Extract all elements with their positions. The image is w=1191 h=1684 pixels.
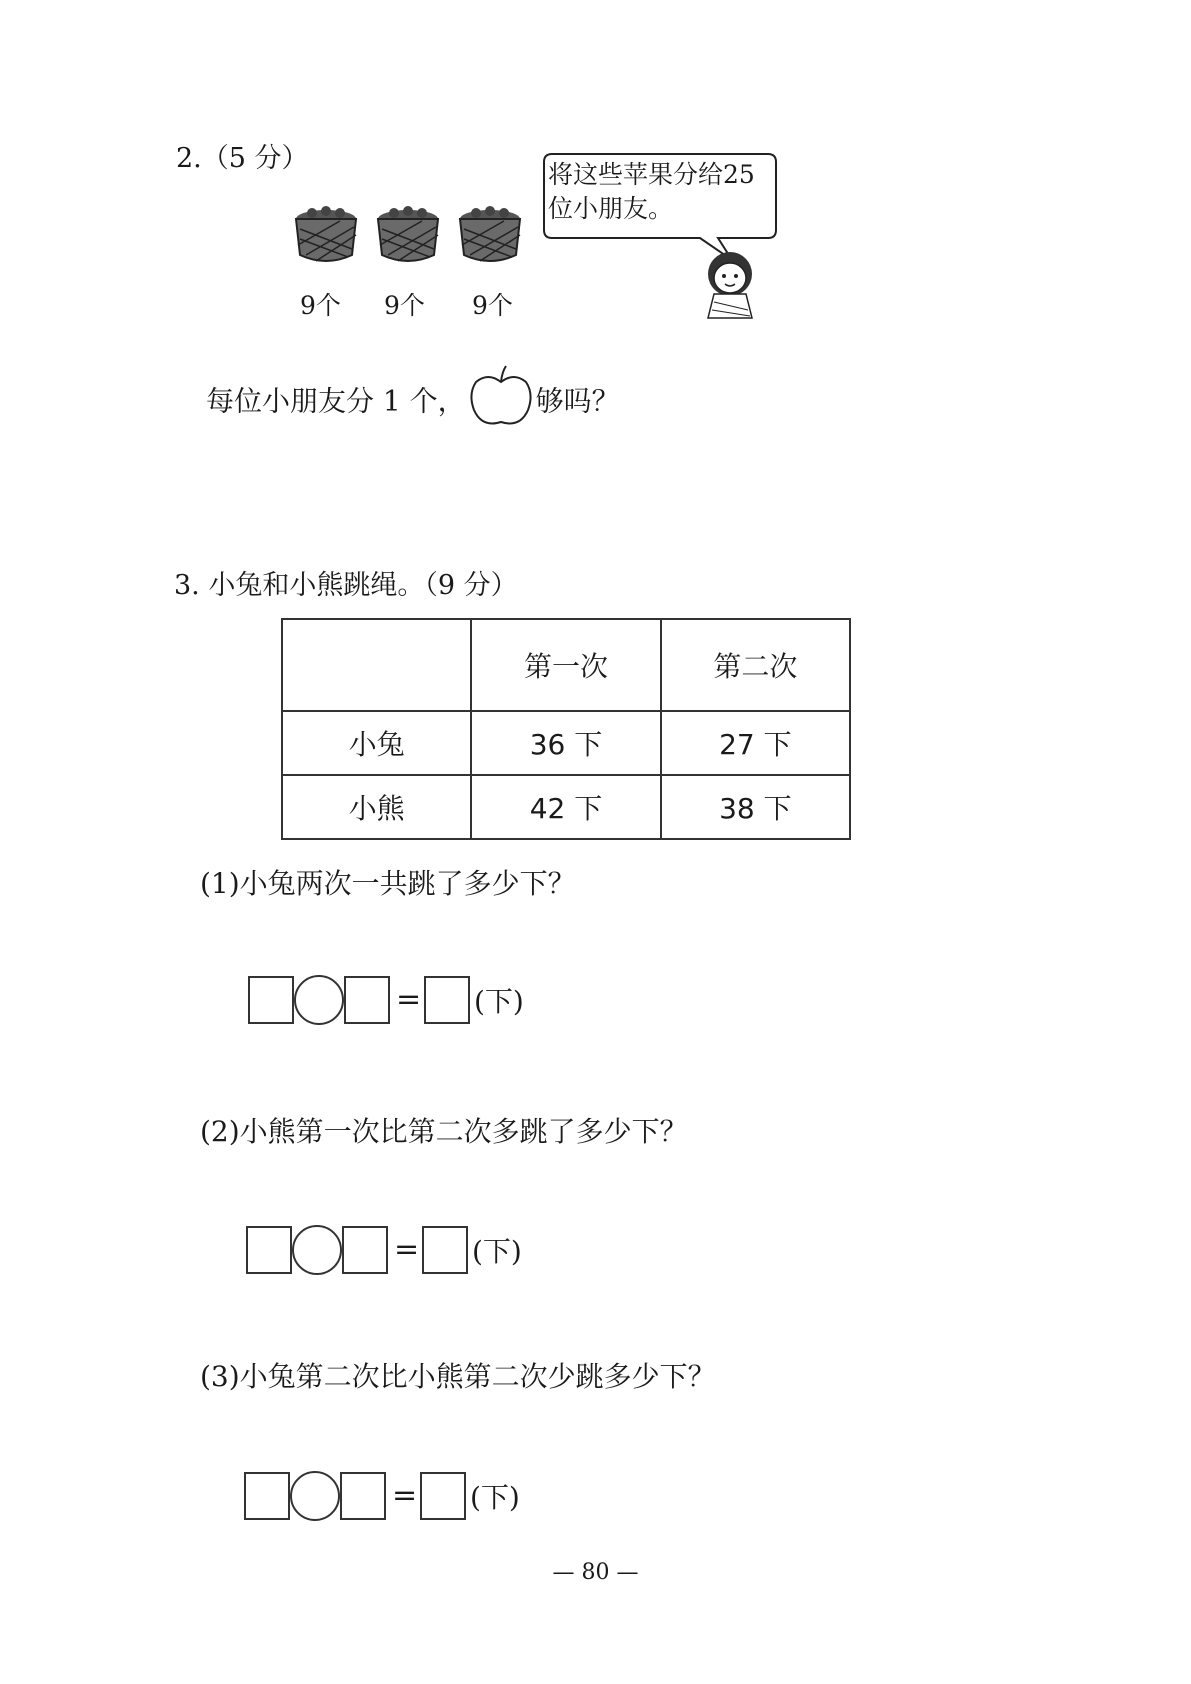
operator-circle[interactable] <box>294 975 344 1025</box>
table-cell: 42 下 <box>471 775 660 839</box>
speech-bubble-text: 将这些苹果分给25位小朋友。 <box>548 160 755 223</box>
basket-count-3: 9个 <box>472 291 513 320</box>
basket-icon <box>460 206 520 261</box>
q2-title: 2.（5 分） <box>176 143 309 174</box>
table-cell: 小熊 <box>282 775 471 839</box>
basket-icon <box>296 206 356 261</box>
table-header-cell: 第一次 <box>471 619 660 711</box>
unit-label: (下) <box>470 1481 520 1514</box>
answer-box[interactable] <box>246 1226 292 1274</box>
unit-label: (下) <box>474 985 524 1018</box>
answer-box[interactable] <box>340 1472 386 1520</box>
table-row <box>282 775 850 839</box>
equation-2 <box>246 1226 546 1276</box>
apple-icon <box>466 372 536 434</box>
basket-count-2: 9个 <box>384 291 425 320</box>
answer-box[interactable] <box>248 976 294 1024</box>
unit-label: (下) <box>472 1235 522 1268</box>
basket-count-1: 9个 <box>300 291 341 320</box>
table-cell: 36 下 <box>471 711 660 775</box>
equation-1 <box>248 976 548 1026</box>
equation-3 <box>244 1472 544 1522</box>
answer-box[interactable] <box>424 976 470 1024</box>
basket-icon <box>378 206 438 261</box>
answer-box[interactable] <box>342 1226 388 1274</box>
table-cell: 小兔 <box>282 711 471 775</box>
subquestion-2: (2)小熊第一次比第二次多跳了多少下？ <box>200 1115 688 1148</box>
jump-rope-table <box>281 618 851 840</box>
table-header-cell <box>282 619 471 711</box>
table-header-cell: 第二次 <box>661 619 850 711</box>
subquestion-3: (3)小兔第二次比小熊第二次少跳多少下？ <box>200 1360 716 1393</box>
equals-sign: = <box>396 982 422 1017</box>
q2-question-after: 够吗？ <box>535 384 620 418</box>
page-number: — 80 — <box>552 1560 639 1585</box>
girl-icon <box>694 246 764 320</box>
operator-circle[interactable] <box>292 1225 342 1275</box>
equals-sign: = <box>392 1478 418 1513</box>
operator-circle[interactable] <box>290 1471 340 1521</box>
basket-group <box>292 205 532 275</box>
subquestion-1: (1)小兔两次一共跳了多少下？ <box>200 867 576 900</box>
q2-question <box>206 372 620 434</box>
answer-box[interactable] <box>422 1226 468 1274</box>
table-cell: 27 下 <box>661 711 850 775</box>
q3-title: 3. 小兔和小熊跳绳。（9 分） <box>174 570 518 601</box>
answer-box[interactable] <box>420 1472 466 1520</box>
answer-box[interactable] <box>344 976 390 1024</box>
table-cell: 38 下 <box>661 775 850 839</box>
table-row <box>282 711 850 775</box>
q2-question-before: 每位小朋友分 1 个， <box>206 384 466 418</box>
table-header-row <box>282 619 850 711</box>
answer-box[interactable] <box>244 1472 290 1520</box>
equals-sign: = <box>394 1232 420 1267</box>
